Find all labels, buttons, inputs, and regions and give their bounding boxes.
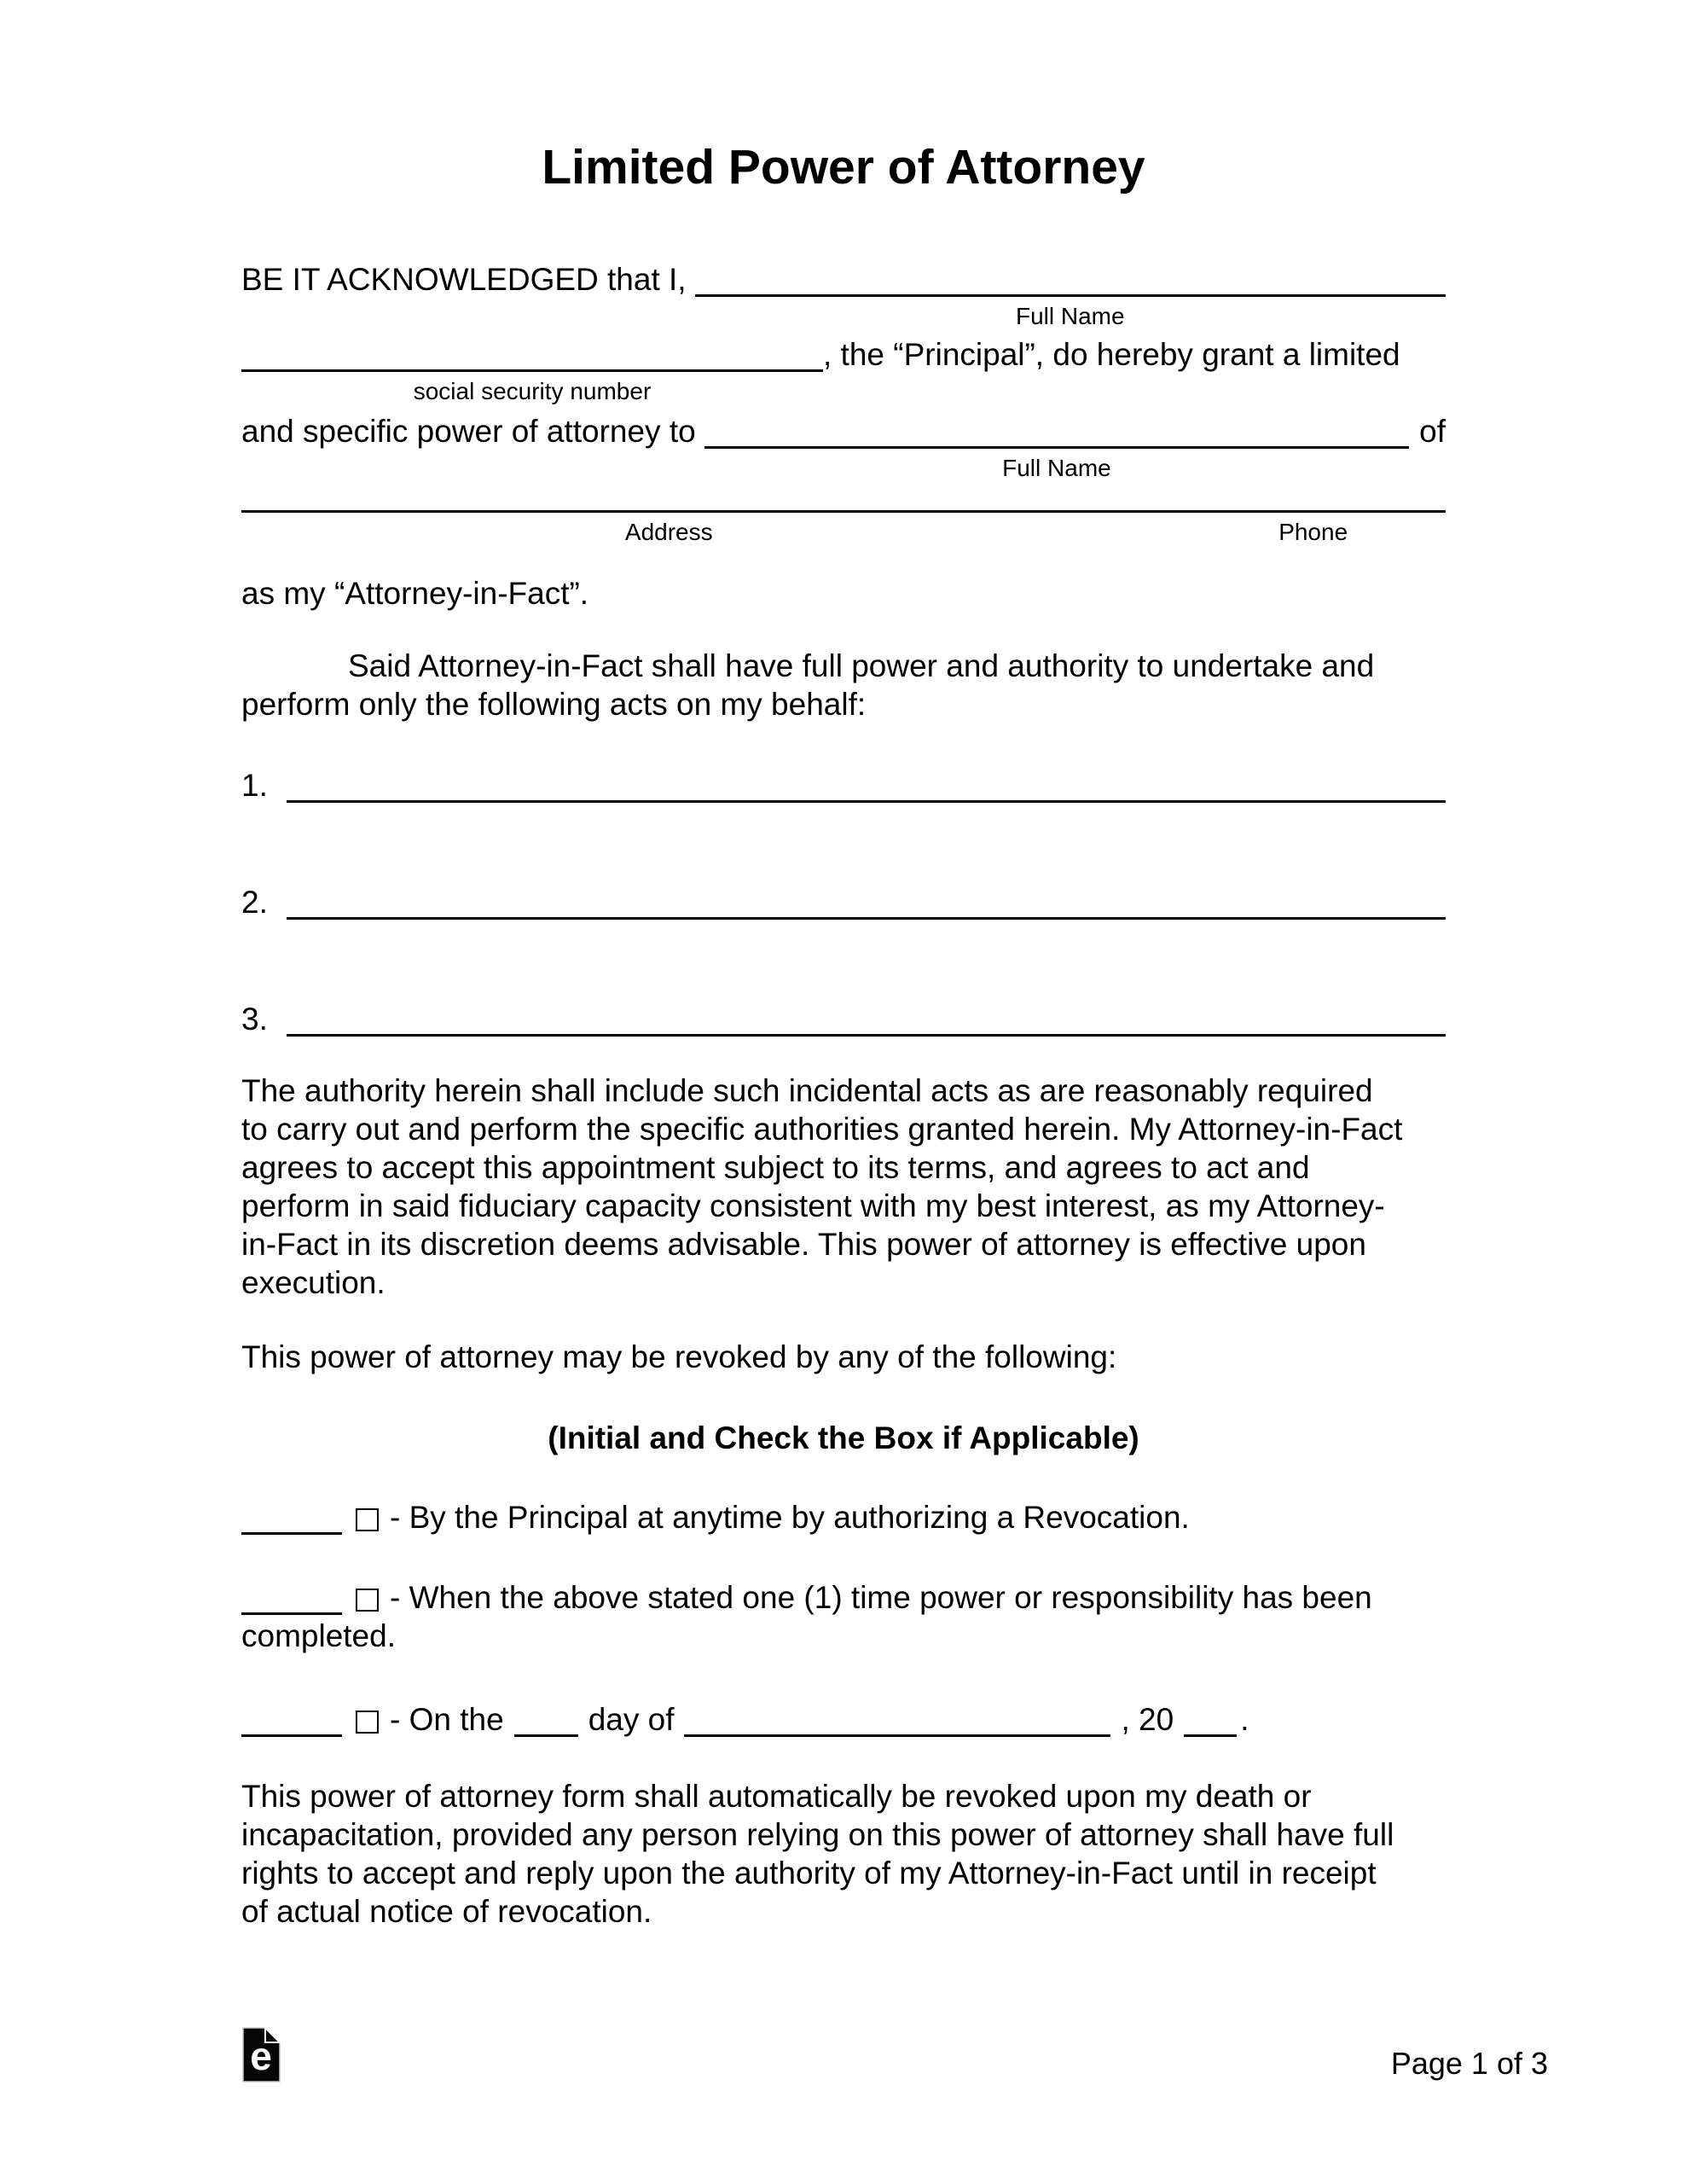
authority-line-2: to carry out and perform the specific authorities granted herein. My Attorney-in-Fact [241,1112,1403,1147]
authority-line-6: execution. [241,1265,386,1300]
ssn-blank[interactable] [241,369,823,404]
act-number-1: 1. [241,768,268,803]
full-name-label-1: Full Name [1015,303,1125,329]
authority-line-3: agrees to accept this appointment subject to its terms, and agrees to act and [241,1150,1310,1185]
act-row-2 [241,883,1446,921]
authority-line-1: The authority herein shall include such incidental acts as are reasonably required [241,1073,1373,1108]
revocation-option-3-text-a: - On the [390,1702,504,1737]
month-blank[interactable] [684,1734,1110,1737]
checkbox-revocation-1[interactable] [356,1508,379,1531]
page-number: Page 1 of 3 [1390,2046,1548,2081]
initials-blank-1[interactable] [241,1532,342,1535]
eforms-logo-icon [241,2027,281,2082]
closing-line-3: rights to accept and reply upon the authority of my Attorney-in-Fact until in receipt [241,1856,1377,1891]
principal-text: , the “Principal”, do hereby grant a limited [823,337,1400,372]
acknowledged-row [241,260,1446,329]
closing-line-4: of actual notice of revocation. [241,1894,652,1929]
principal-name-blank[interactable] [695,294,1446,329]
intro-paragraph [241,647,1446,723]
grant-row [241,412,1446,481]
revocation-option-1 [241,1498,1446,1536]
acknowledged-text: BE IT ACKNOWLEDGED that I, [241,262,687,297]
eforms-logo-letter: e [250,2034,272,2078]
revocation-option-2 [241,1578,1446,1617]
authority-line-5: in-Fact in its discretion deems advisable. This power of attorney is effective upon [241,1227,1366,1262]
revocation-intro: This power of attorney may be revoked by any of the following: [241,1339,1117,1374]
revocation-option-2-continued: completed. [241,1618,396,1653]
act-row-1 [241,766,1446,804]
revocation-option-3-text-d: . [1240,1702,1249,1737]
address-label: Address [624,519,713,545]
revocation-option-1-text: - By the Principal at anytime by authorizing a Revocation. [390,1500,1190,1535]
intro-line-2: perform only the following acts on my behalf: [241,687,867,722]
principal-row [241,335,1446,404]
revocation-option-3 [241,1700,1446,1739]
act-row-3 [241,1000,1446,1038]
attorney-in-fact-text: as my “Attorney-in-Fact”. [241,576,589,611]
year-blank[interactable] [1184,1734,1237,1737]
acts-list [241,766,1446,1038]
address-phone-blank[interactable] [241,510,1446,545]
closing-line-2: incapacitation, provided any person relying on this power of attorney shall have full [241,1817,1394,1852]
closing-line-1: This power of attorney form shall automatically be revoked upon my death or [241,1779,1312,1814]
ssn-label: social security number [413,378,652,404]
act-blank-2[interactable] [287,917,1446,920]
attorney-name-blank[interactable] [704,446,1409,481]
act-number-3: 3. [241,1002,268,1037]
of-text: of [1419,414,1446,449]
revocation-option-3-text-b: day of [588,1702,675,1737]
phone-label: Phone [1278,519,1348,545]
authority-paragraph [241,1072,1446,1302]
authority-line-4: perform in said fiduciary capacity consistent with my best interest, as my Attorney- [241,1188,1385,1223]
checkbox-revocation-2[interactable] [356,1589,379,1612]
day-blank[interactable] [514,1734,578,1737]
checkbox-revocation-3[interactable] [356,1711,379,1734]
act-blank-3[interactable] [287,1034,1446,1037]
full-name-label-2: Full Name [1002,455,1111,481]
initials-blank-3[interactable] [241,1734,342,1737]
revocation-option-2-text: - When the above stated one (1) time power or responsibility has been [390,1580,1372,1615]
grant-text: and specific power of attorney to [241,414,696,449]
act-blank-1[interactable] [287,800,1446,803]
revocation-option-3-text-c: , 20 [1121,1702,1174,1737]
initial-check-heading: (Initial and Check the Box if Applicable) [548,1420,1139,1455]
closing-paragraph [241,1777,1446,1931]
document-title: Limited Power of Attorney [542,140,1145,195]
act-number-2: 2. [241,885,268,920]
intro-line-1: Said Attorney-in-Fact shall have full power and authority to undertake and [348,648,1375,683]
initials-blank-2[interactable] [241,1612,342,1615]
